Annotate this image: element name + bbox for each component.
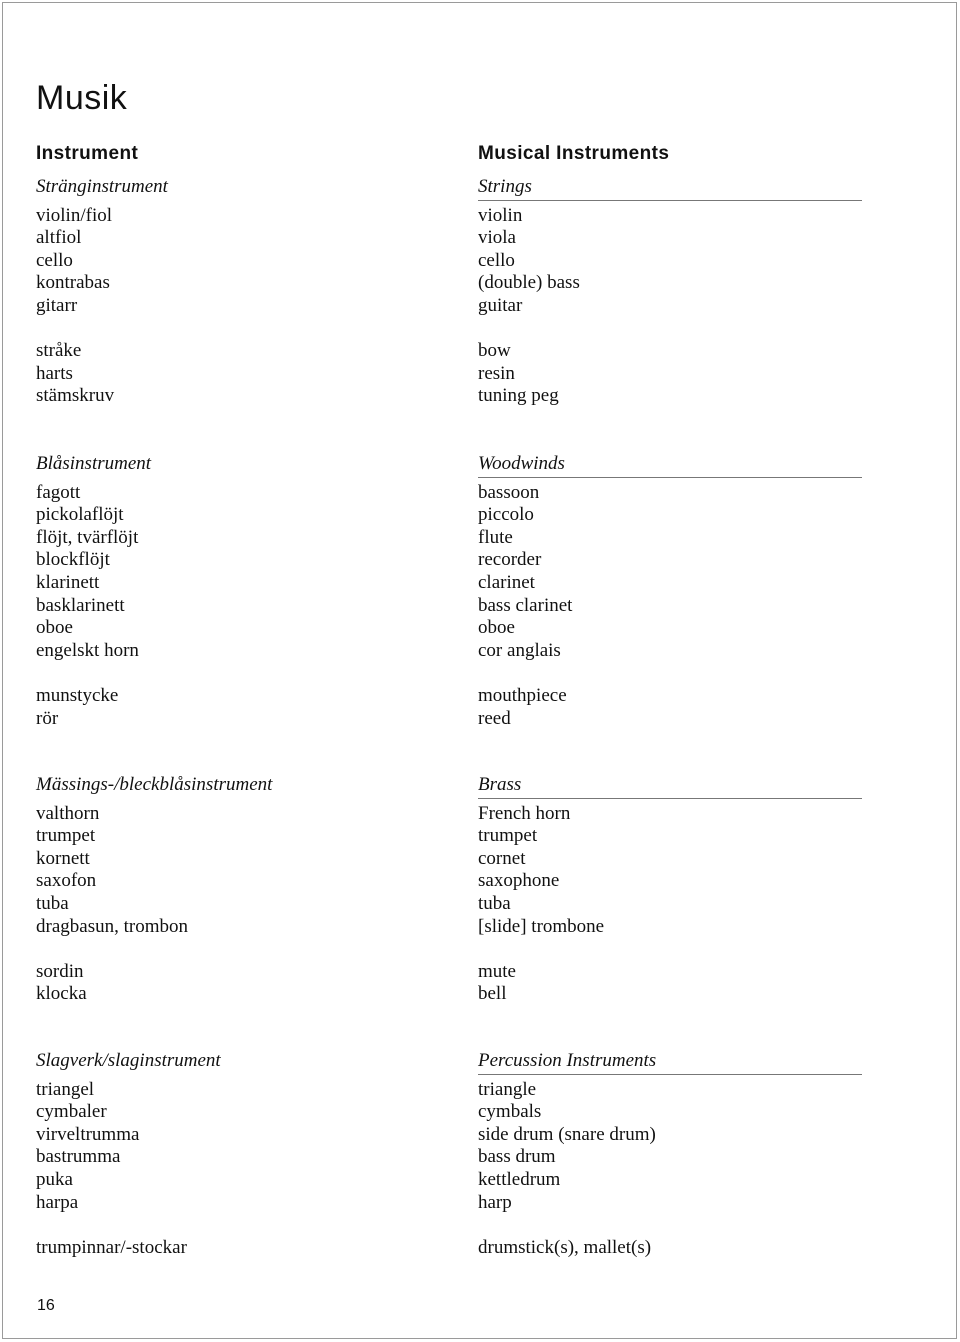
english-column [478,453,862,730]
term-item: clarinet [478,571,535,593]
term-item: violin [478,204,523,226]
term-list [36,803,456,1006]
term-item: cymbaler [36,1101,107,1123]
term-item: blockflöjt [36,549,110,571]
term-item: cello [478,249,515,271]
term-item: stämskruv [36,385,115,407]
page-title: Musik [36,79,128,117]
term-item: sordin [36,960,84,982]
term-item: trumpet [36,825,96,847]
term-list [478,1079,862,1260]
term-item: gitarr [36,294,78,316]
term-item: harts [36,362,73,384]
heading-rule [478,1074,862,1075]
term-item: kornett [36,847,90,869]
group-spacer [478,318,862,341]
term-item: rör [36,707,59,729]
section-heading: Brass [478,774,522,795]
heading-rule [478,477,862,478]
group-spacer [478,938,862,961]
term-item: bastrumma [36,1146,121,1168]
term-item: basklarinett [36,594,125,616]
section-heading: Mässings-/bleckblåsinstrument [36,774,273,795]
term-item: klarinett [36,571,100,593]
term-item: trumpinnar/-stockar [36,1236,187,1258]
english-column [478,176,862,408]
swedish-column [36,1050,456,1259]
term-item: (double) bass [478,272,580,294]
group-spacer [478,1214,862,1237]
swedish-column [36,176,456,408]
term-item: kettledrum [478,1168,561,1190]
term-item: mouthpiece [478,684,567,706]
term-item: violin/fiol [36,204,112,226]
term-item: French horn [478,802,571,824]
term-item: bow [478,340,511,362]
section-heading: Strings [478,176,532,197]
heading-rule [478,200,862,201]
term-item: side drum (snare drum) [478,1123,656,1145]
term-item: [slide] trombone [478,915,605,937]
term-item: munstycke [36,684,119,706]
section-heading: Stränginstrument [36,176,168,197]
section-heading: Woodwinds [478,453,565,474]
term-item: triangle [478,1078,537,1100]
term-item: harp [478,1191,512,1213]
term-item: trumpet [478,825,538,847]
term-item: cor anglais [478,639,561,661]
term-item: bassoon [478,481,540,503]
term-item: viola [478,227,516,249]
term-item: reed [478,707,511,729]
page-number: 16 [37,1297,55,1314]
term-list [478,205,862,408]
term-item: saxofon [36,870,97,892]
term-item: guitar [478,294,523,316]
term-item: bell [478,983,507,1005]
term-item: cornet [478,847,526,869]
term-item: fagott [36,481,81,503]
section-heading: Blåsinstrument [36,453,152,474]
term-item: mute [478,960,516,982]
group-spacer [36,1214,456,1237]
term-item: altfiol [36,227,82,249]
term-list [478,803,862,1006]
term-item: saxophone [478,870,560,892]
term-item: tuba [478,892,511,914]
section-heading: Percussion Instruments [478,1050,657,1071]
swedish-column [36,774,456,1006]
section-heading: Slagverk/slaginstrument [36,1050,221,1071]
column-header-english: Musical Instruments [478,143,670,164]
group-spacer [36,938,456,961]
term-item: dragbasun, trombon [36,915,188,937]
term-item: recorder [478,549,542,571]
term-item: kontrabas [36,272,110,294]
term-item: bass clarinet [478,594,573,616]
term-item: cymbals [478,1101,542,1123]
term-list [36,205,456,408]
english-column [478,774,862,1006]
english-column [478,1050,862,1259]
term-item: valthorn [36,802,100,824]
swedish-column [36,453,456,730]
term-item: harpa [36,1191,79,1213]
term-list [36,482,456,731]
term-item: stråke [36,340,82,362]
group-spacer [478,662,862,685]
term-item: tuning peg [478,385,559,407]
term-item: puka [36,1168,73,1190]
term-item: pickolaflöjt [36,504,124,526]
heading-rule [478,798,862,799]
term-item: flöjt, tvärflöjt [36,526,139,548]
term-list [478,482,862,731]
term-item: tuba [36,892,69,914]
term-item: resin [478,362,515,384]
group-spacer [36,318,456,341]
term-item: bass drum [478,1146,556,1168]
term-item: virveltrumma [36,1123,140,1145]
term-item: triangel [36,1078,95,1100]
term-item: cello [36,249,73,271]
term-item: klocka [36,983,87,1005]
term-item: piccolo [478,504,534,526]
term-item: engelskt horn [36,639,139,661]
term-item: flute [478,526,513,548]
term-item: drumstick(s), mallet(s) [478,1236,652,1258]
term-item: oboe [36,617,73,639]
term-list [36,1079,456,1260]
column-header-swedish: Instrument [36,143,139,164]
group-spacer [36,662,456,685]
term-item: oboe [478,617,515,639]
